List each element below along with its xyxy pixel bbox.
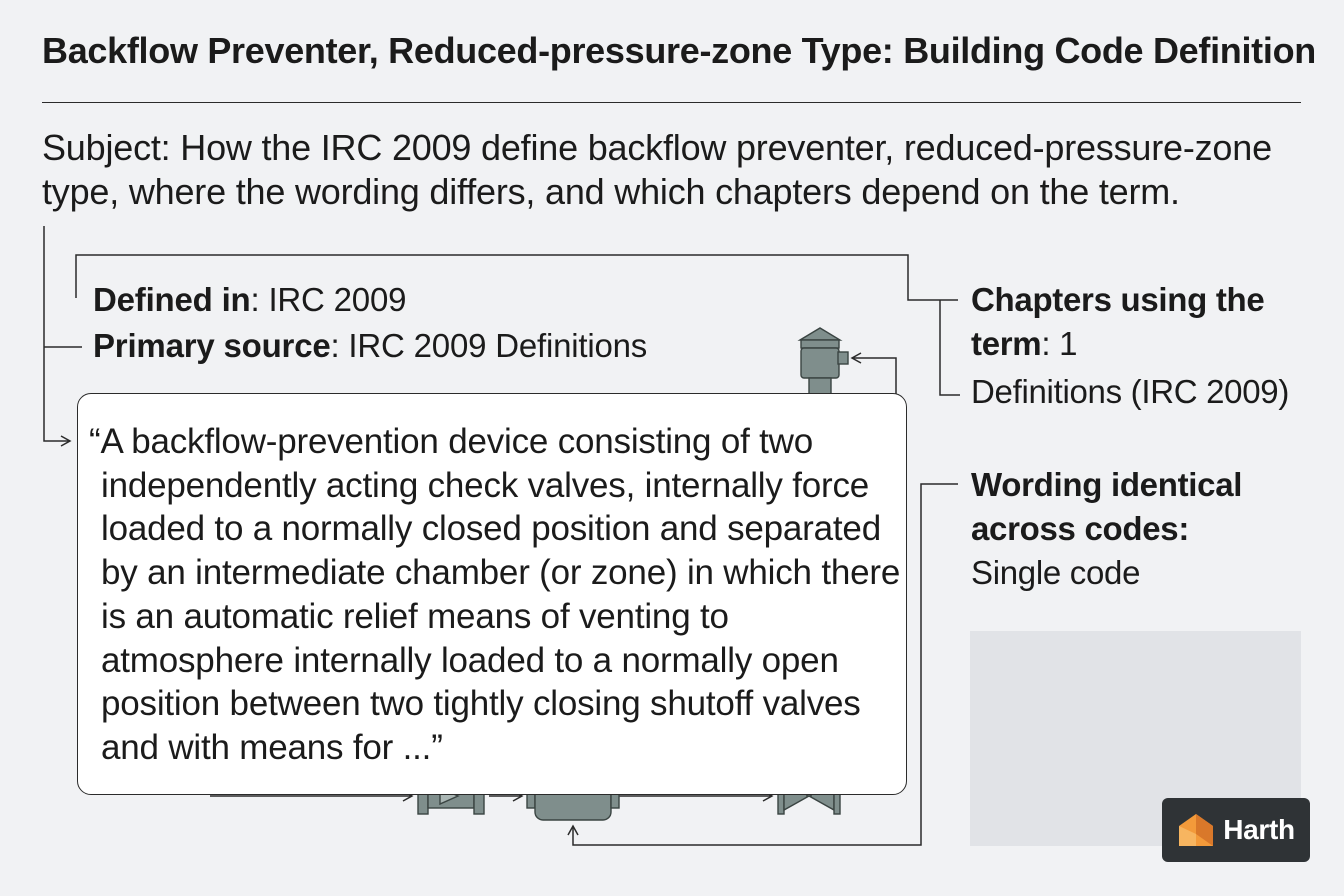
primary-source xyxy=(93,327,647,365)
defined-in-value: : IRC 2009 xyxy=(250,281,407,318)
subject-text: Subject: How the IRC 2009 define backflow preventer, reduced-pressure-zone type, where the wording differs, and which chapters depend on the term. xyxy=(42,127,1272,212)
defined-in-label: Defined in xyxy=(93,281,251,318)
wording-label-1: Wording identical xyxy=(971,466,1243,503)
brand-logo-icon xyxy=(1177,812,1215,848)
defined-in xyxy=(93,281,406,319)
primary-source-value: : IRC 2009 Definitions xyxy=(330,327,648,364)
wording-identical xyxy=(971,463,1242,595)
wording-value: Single code xyxy=(971,554,1141,591)
chapters-label-1: Chapters using the xyxy=(971,281,1265,318)
page-title: Backflow Preventer, Reduced-pressure-zone Type: Building Code Definition xyxy=(42,30,1316,71)
subject-connector xyxy=(44,226,70,441)
chapters-count: : 1 xyxy=(1041,325,1078,362)
brand-badge xyxy=(1162,798,1310,862)
definition-quote: “A backflow-prevention device consisting of two independently acting check valves, internally force loaded to a normally closed position and separated by an intermediate chamber (or zone) in which there is an automatic relief means of venting to atmosphere internally loaded to a normally open position between two tightly closing shutoff valves and with means for ...” xyxy=(89,422,901,767)
chapters-connector xyxy=(940,300,960,395)
wording-label-2: across codes: xyxy=(971,510,1190,547)
chapters-label-2: term xyxy=(971,325,1042,362)
chapters-using xyxy=(971,278,1289,414)
primary-source-label: Primary source xyxy=(93,327,331,364)
chapters-item: Definitions (IRC 2009) xyxy=(971,373,1290,410)
relief-valve-icon xyxy=(800,328,848,402)
brand-name: Harth xyxy=(1223,814,1295,845)
